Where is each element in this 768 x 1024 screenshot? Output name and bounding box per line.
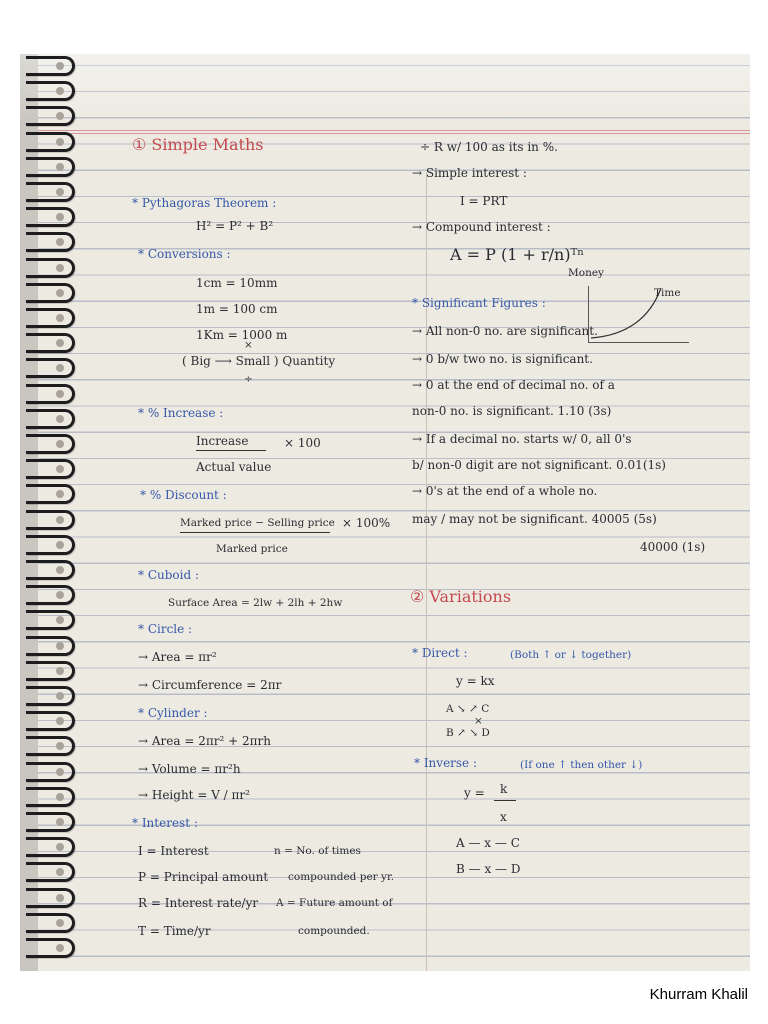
spiral-ring — [26, 434, 75, 454]
fraction-bar — [196, 450, 266, 451]
spiral-ring — [26, 686, 75, 706]
fraction-bar — [180, 532, 330, 533]
note-direct-ac: A ↘ ↗ C — [446, 703, 490, 715]
punch-hole — [56, 768, 64, 776]
note-pythagoras-formula: H² = P² + B² — [196, 219, 274, 233]
author-credit: Khurram Khalil — [649, 986, 748, 1003]
note-inverse-note: (If one ↑ then other ↓) — [520, 759, 643, 771]
spiral-ring — [26, 232, 75, 252]
note-cyl-height: → Height = V / πr² — [138, 788, 250, 802]
spiral-ring — [26, 938, 75, 958]
note-conversions-heading: * Conversions : — [138, 247, 231, 261]
note-conv-3: 1Km = 1000 m — [196, 328, 288, 342]
note-inverse-y: y = — [464, 786, 485, 800]
note-big-small-top: × — [244, 339, 253, 351]
note-discount-heading: * % Discount : — [140, 488, 227, 502]
spiral-ring — [26, 535, 75, 555]
note-sig-6: b/ non-0 digit are not significant. 0.01(1s) — [412, 458, 666, 472]
spiral-ring — [26, 308, 75, 328]
punch-hole — [56, 415, 64, 423]
punch-hole — [56, 692, 64, 700]
note-int-compounded: compounded. — [298, 925, 370, 937]
note-simple-interest: → Simple interest : — [412, 166, 527, 180]
punch-hole — [56, 163, 64, 171]
note-conv-1: 1cm = 10mm — [196, 276, 278, 290]
page-top-shade — [20, 54, 750, 124]
spiral-ring — [26, 711, 75, 731]
punch-hole — [56, 894, 64, 902]
spiral-ring — [26, 358, 75, 378]
punch-hole — [56, 264, 64, 272]
note-direct-formula: y = kx — [456, 674, 495, 688]
punch-hole — [56, 62, 64, 70]
spiral-ring — [26, 81, 75, 101]
top-margin-line-2 — [38, 133, 750, 134]
note-int-r: R = Interest rate/yr — [138, 896, 259, 910]
note-increase-num: Increase — [196, 434, 249, 448]
top-margin-line — [38, 130, 750, 131]
note-int-comp: compounded per yr. — [288, 871, 395, 883]
note-direct-heading: * Direct : — [412, 646, 468, 660]
spiral-ring — [26, 459, 75, 479]
note-variations: ② Variations — [410, 587, 512, 606]
spiral-ring — [26, 762, 75, 782]
spiral-ring — [26, 258, 75, 278]
note-sig-2: → 0 b/w two no. is significant. — [412, 352, 593, 366]
spiral-ring — [26, 736, 75, 756]
punch-hole — [56, 818, 64, 826]
spiral-ring — [26, 862, 75, 882]
note-int-i: I = Interest — [138, 844, 209, 858]
note-cuboid-formula: Surface Area = 2lw + 2lh + 2hw — [168, 597, 343, 609]
punch-hole — [56, 289, 64, 297]
spiral-ring — [26, 484, 75, 504]
punch-hole — [56, 516, 64, 524]
note-cyl-area: → Area = 2πr² + 2πrh — [138, 734, 271, 748]
note-simple-maths: ① Simple Maths — [132, 135, 264, 154]
note-conv-2: 1m = 100 cm — [196, 302, 278, 316]
note-cylinder-heading: * Cylinder : — [138, 706, 208, 720]
punch-hole — [56, 440, 64, 448]
spiral-ring — [26, 812, 75, 832]
spiral-ring — [26, 283, 75, 303]
note-sig-9: 40000 (1s) — [640, 540, 706, 554]
punch-hole — [56, 667, 64, 675]
spiral-ring — [26, 661, 75, 681]
note-r-div: ÷ R w/ 100 as its in %. — [420, 140, 558, 154]
note-ci-formula: A = P (1 + r/n)ᵀⁿ — [450, 245, 585, 264]
note-circle-area: → Area = πr² — [138, 650, 217, 664]
center-fold-line — [426, 172, 427, 971]
spiral-ring — [26, 787, 75, 807]
note-sig-5: → If a decimal no. starts w/ 0, all 0's — [412, 432, 632, 446]
note-discount-num: Marked price − Selling price — [180, 517, 335, 529]
note-discount-times: × 100% — [342, 516, 391, 530]
spiral-ring — [26, 182, 75, 202]
note-pythagoras-heading: * Pythagoras Theorem : — [132, 196, 277, 210]
note-increase-heading: * % Increase : — [138, 406, 224, 420]
note-circle-heading: * Circle : — [138, 622, 193, 636]
note-circle-circ: → Circumference = 2πr — [138, 678, 282, 692]
fraction-bar — [494, 800, 516, 801]
note-si-formula: I = PRT — [460, 194, 508, 208]
note-inverse-ac: A — x — C — [456, 836, 520, 850]
spiral-ring — [26, 409, 75, 429]
note-int-a: A = Future amount of — [276, 897, 393, 909]
spiral-ring — [26, 560, 75, 580]
punch-hole — [56, 793, 64, 801]
punch-hole — [56, 642, 64, 650]
note-sig-8: may / may not be significant. 40005 (5s) — [412, 512, 657, 526]
spiral-ring — [26, 132, 75, 152]
note-sig-4: non-0 no. is significant. 1.10 (3s) — [412, 404, 612, 418]
notebook-photo — [20, 54, 750, 971]
spiral-ring — [26, 913, 75, 933]
note-int-p: P = Principal amount — [138, 870, 269, 884]
punch-hole — [56, 566, 64, 574]
note-direct-bd: B ↗ ↘ D — [446, 727, 490, 739]
note-sig-7: → 0's at the end of a whole no. — [412, 484, 598, 498]
note-int-t: T = Time/yr — [138, 924, 211, 938]
note-inverse-heading: * Inverse : — [414, 756, 478, 770]
spiral-ring — [26, 636, 75, 656]
growth-curve-icon — [589, 286, 689, 342]
spiral-ring — [26, 333, 75, 353]
note-int-n: n = No. of times — [274, 845, 361, 857]
punch-hole — [56, 541, 64, 549]
punch-hole — [56, 138, 64, 146]
note-big-small: ( Big ⟶ Small ) Quantity — [182, 354, 336, 368]
spiral-ring — [26, 610, 75, 630]
note-direct-note: (Both ↑ or ↓ together) — [510, 649, 632, 661]
note-direct-x: × — [474, 715, 483, 727]
note-cuboid-heading: * Cuboid : — [138, 568, 200, 582]
note-inverse-bd: B — x — D — [456, 862, 521, 876]
note-discount-den: Marked price — [216, 543, 288, 555]
punch-hole — [56, 944, 64, 952]
note-increase-times: × 100 — [284, 436, 321, 450]
note-increase-den: Actual value — [196, 460, 272, 474]
spiral-ring — [26, 157, 75, 177]
punch-hole — [56, 390, 64, 398]
note-inverse-x: x — [500, 810, 507, 824]
compound-interest-graph — [588, 286, 689, 343]
note-graph-y: Money — [568, 267, 604, 279]
note-sig-1: → All non-0 no. are significant. — [412, 324, 598, 338]
note-sig-3: → 0 at the end of decimal no. of a — [412, 378, 615, 392]
note-big-small-bottom: ÷ — [244, 373, 253, 385]
spiral-ring — [26, 106, 75, 126]
spiral-ring — [26, 56, 75, 76]
note-graph-x: Time — [654, 287, 681, 299]
punch-hole — [56, 919, 64, 927]
spiral-ring — [26, 837, 75, 857]
spiral-ring — [26, 207, 75, 227]
note-sig-heading: * Significant Figures : — [412, 296, 546, 310]
spiral-ring — [26, 510, 75, 530]
punch-hole — [56, 188, 64, 196]
note-cyl-volume: → Volume = πr²h — [138, 762, 241, 776]
note-interest-heading: * Interest : — [132, 816, 198, 830]
note-compound-interest: → Compound interest : — [412, 220, 551, 234]
spiral-ring — [26, 888, 75, 908]
punch-hole — [56, 314, 64, 322]
note-inverse-k: k — [500, 782, 508, 796]
spiral-ring — [26, 585, 75, 605]
spiral-ring — [26, 384, 75, 404]
